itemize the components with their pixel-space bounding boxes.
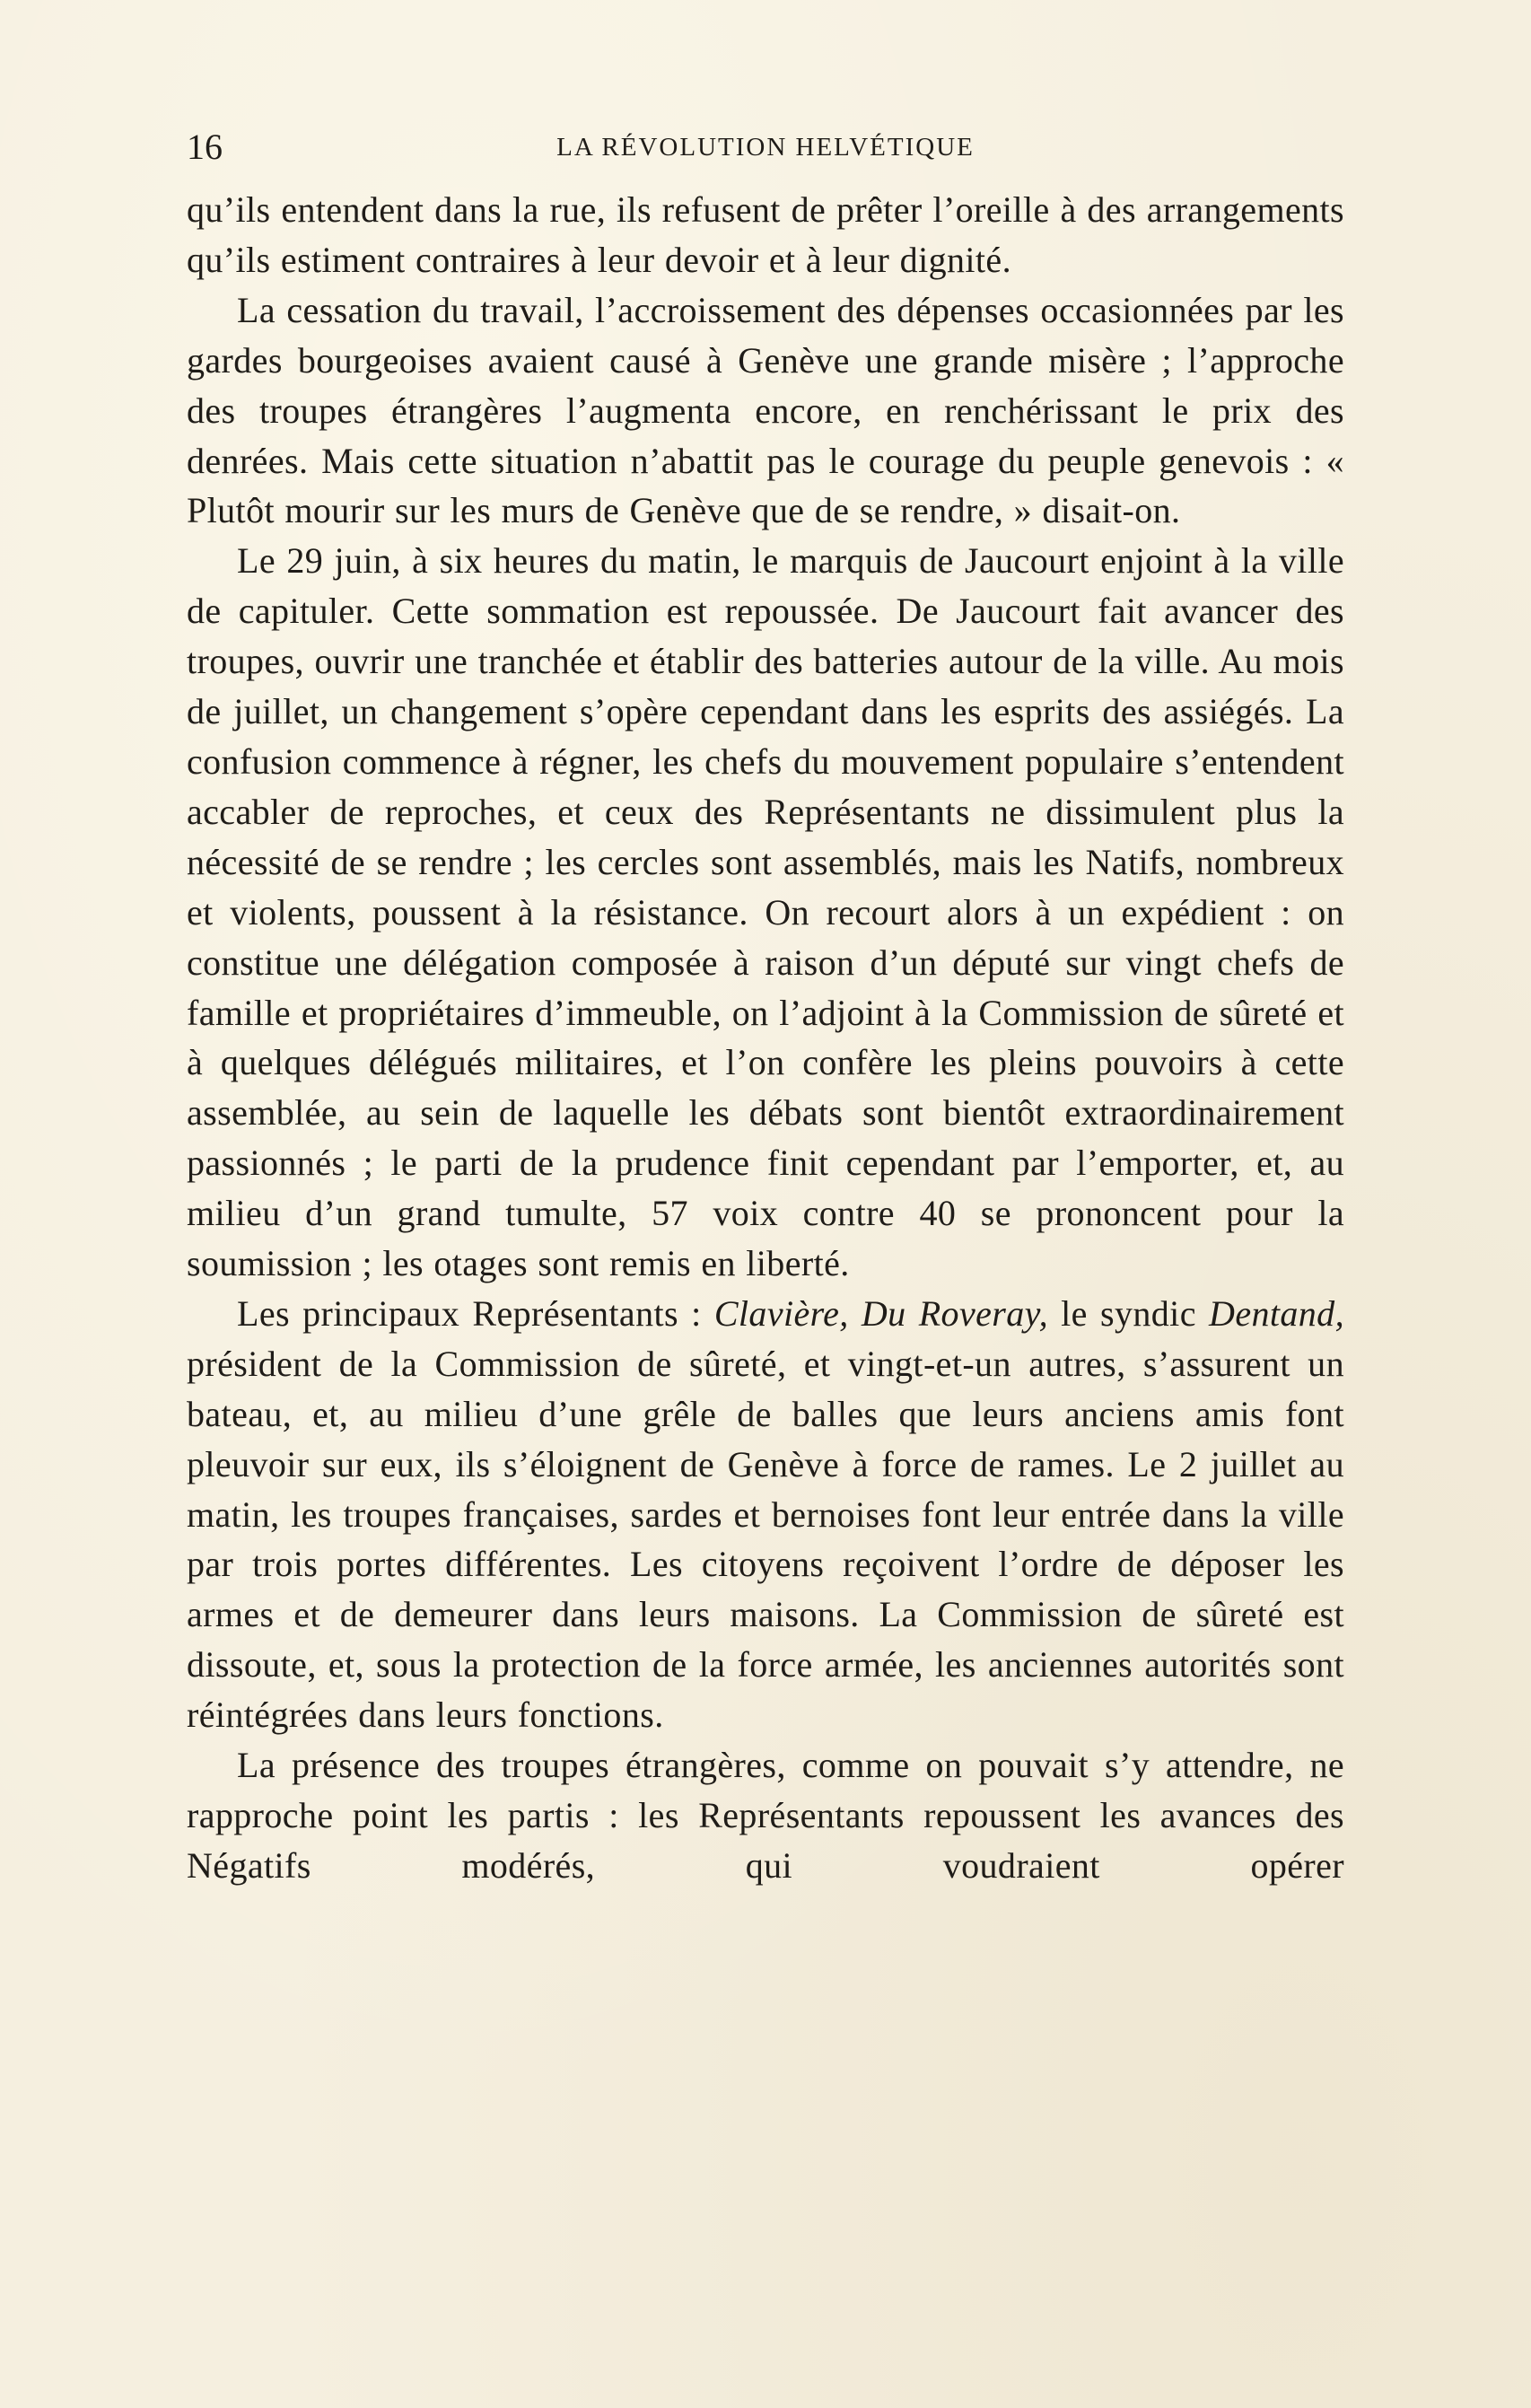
- italic-names: Clavière, Du Roveray,: [713, 1292, 1048, 1334]
- paragraph: La présence des troupes étrangères, comme on pouvait s’y attendre, ne rapproche point les partis : les Représentants repoussent les avances des Négatifs modérés, qui voudraient opérer: [187, 1745, 1344, 1886]
- paragraph-text-after: président de la Commission de sûreté, et vingt-et-un autres, s’assurent un bateau, et, au milieu d’une grêle de balles que leurs anciens amis font pleuvoir sur eux, ils s’éloignent de Genève à force de rames. Le 2 juillet au matin, les troupes françaises, sardes et bernoises font leur entrée dans la ville par trois portes différentes. Les citoyens reçoivent l’ordre de déposer les armes et de demeurer dans leurs maisons. La Commission de sûreté est dissoute, et, sous la protection de la force armée, les anciennes autorités sont réintégrées dans leurs fonctions.: [187, 1343, 1344, 1736]
- paragraph: La cessation du travail, l’accroissement des dépenses occasionnées par les gardes bourgeoises avaient causé à Genève une grande misère ; l’approche des troupes étrangères l’augmenta encore, en renchérissant le prix des denrées. Mais cette situation n’abattit pas le courage du peuple genevois : « Plutôt mourir sur les murs de Genève que de se rendre, » disait-on.: [187, 289, 1344, 531]
- paragraph-text-before: Les principaux Représentants :: [237, 1292, 714, 1334]
- paragraph-text-middle: le syndic: [1047, 1292, 1210, 1334]
- running-title: LA RÉVOLUTION HELVÉTIQUE: [556, 133, 975, 162]
- page-number: 16: [187, 127, 223, 167]
- paragraph: Le 29 juin, à six heures du matin, le marquis de Jaucourt enjoint à la ville de capituler. Cette sommation est repoussée. De Jaucourt fait avancer des troupes, ouvrir une tranchée et établir des batteries autour de la ville. Au mois de juillet, un changement s’opère cependant dans les esprits des assiégés. La confusion commence à régner, les chefs du mouvement populaire s’entendent accabler de reproches, et ceux des Représentants ne dissimulent plus la nécessité de se rendre ; les cercles sont assemblés, mais les Natifs, nombreux et violents, poussent à la résistance. On recourt alors à un expédient : on constitue une délégation composée à raison d’un député sur vingt chefs de famille et propriétaires d’immeuble, on l’adjoint à la Commission de sûreté et à quelques délégués militaires, et l’on confère les pleins pouvoirs à cette assemblée, au sein de laquelle les débats sont bientôt extraordinairement passionnés ; le parti de la prudence finit cependant par l’emporter, et, au milieu d’un grand tumulte, 57 voix contre 40 se prononcent pour la soumission ; les otages sont remis en liberté.: [187, 540, 1344, 1284]
- paragraph: qu’ils entendent dans la rue, ils refusent de prêter l’oreille à des arrangements qu’ils estiment contraires à leur devoir et à leur dignité.: [187, 189, 1344, 280]
- paragraph: [187, 1289, 1344, 1740]
- running-head: [187, 124, 1344, 178]
- italic-name: Dentand,: [1209, 1292, 1344, 1334]
- body-text: [187, 185, 1344, 1891]
